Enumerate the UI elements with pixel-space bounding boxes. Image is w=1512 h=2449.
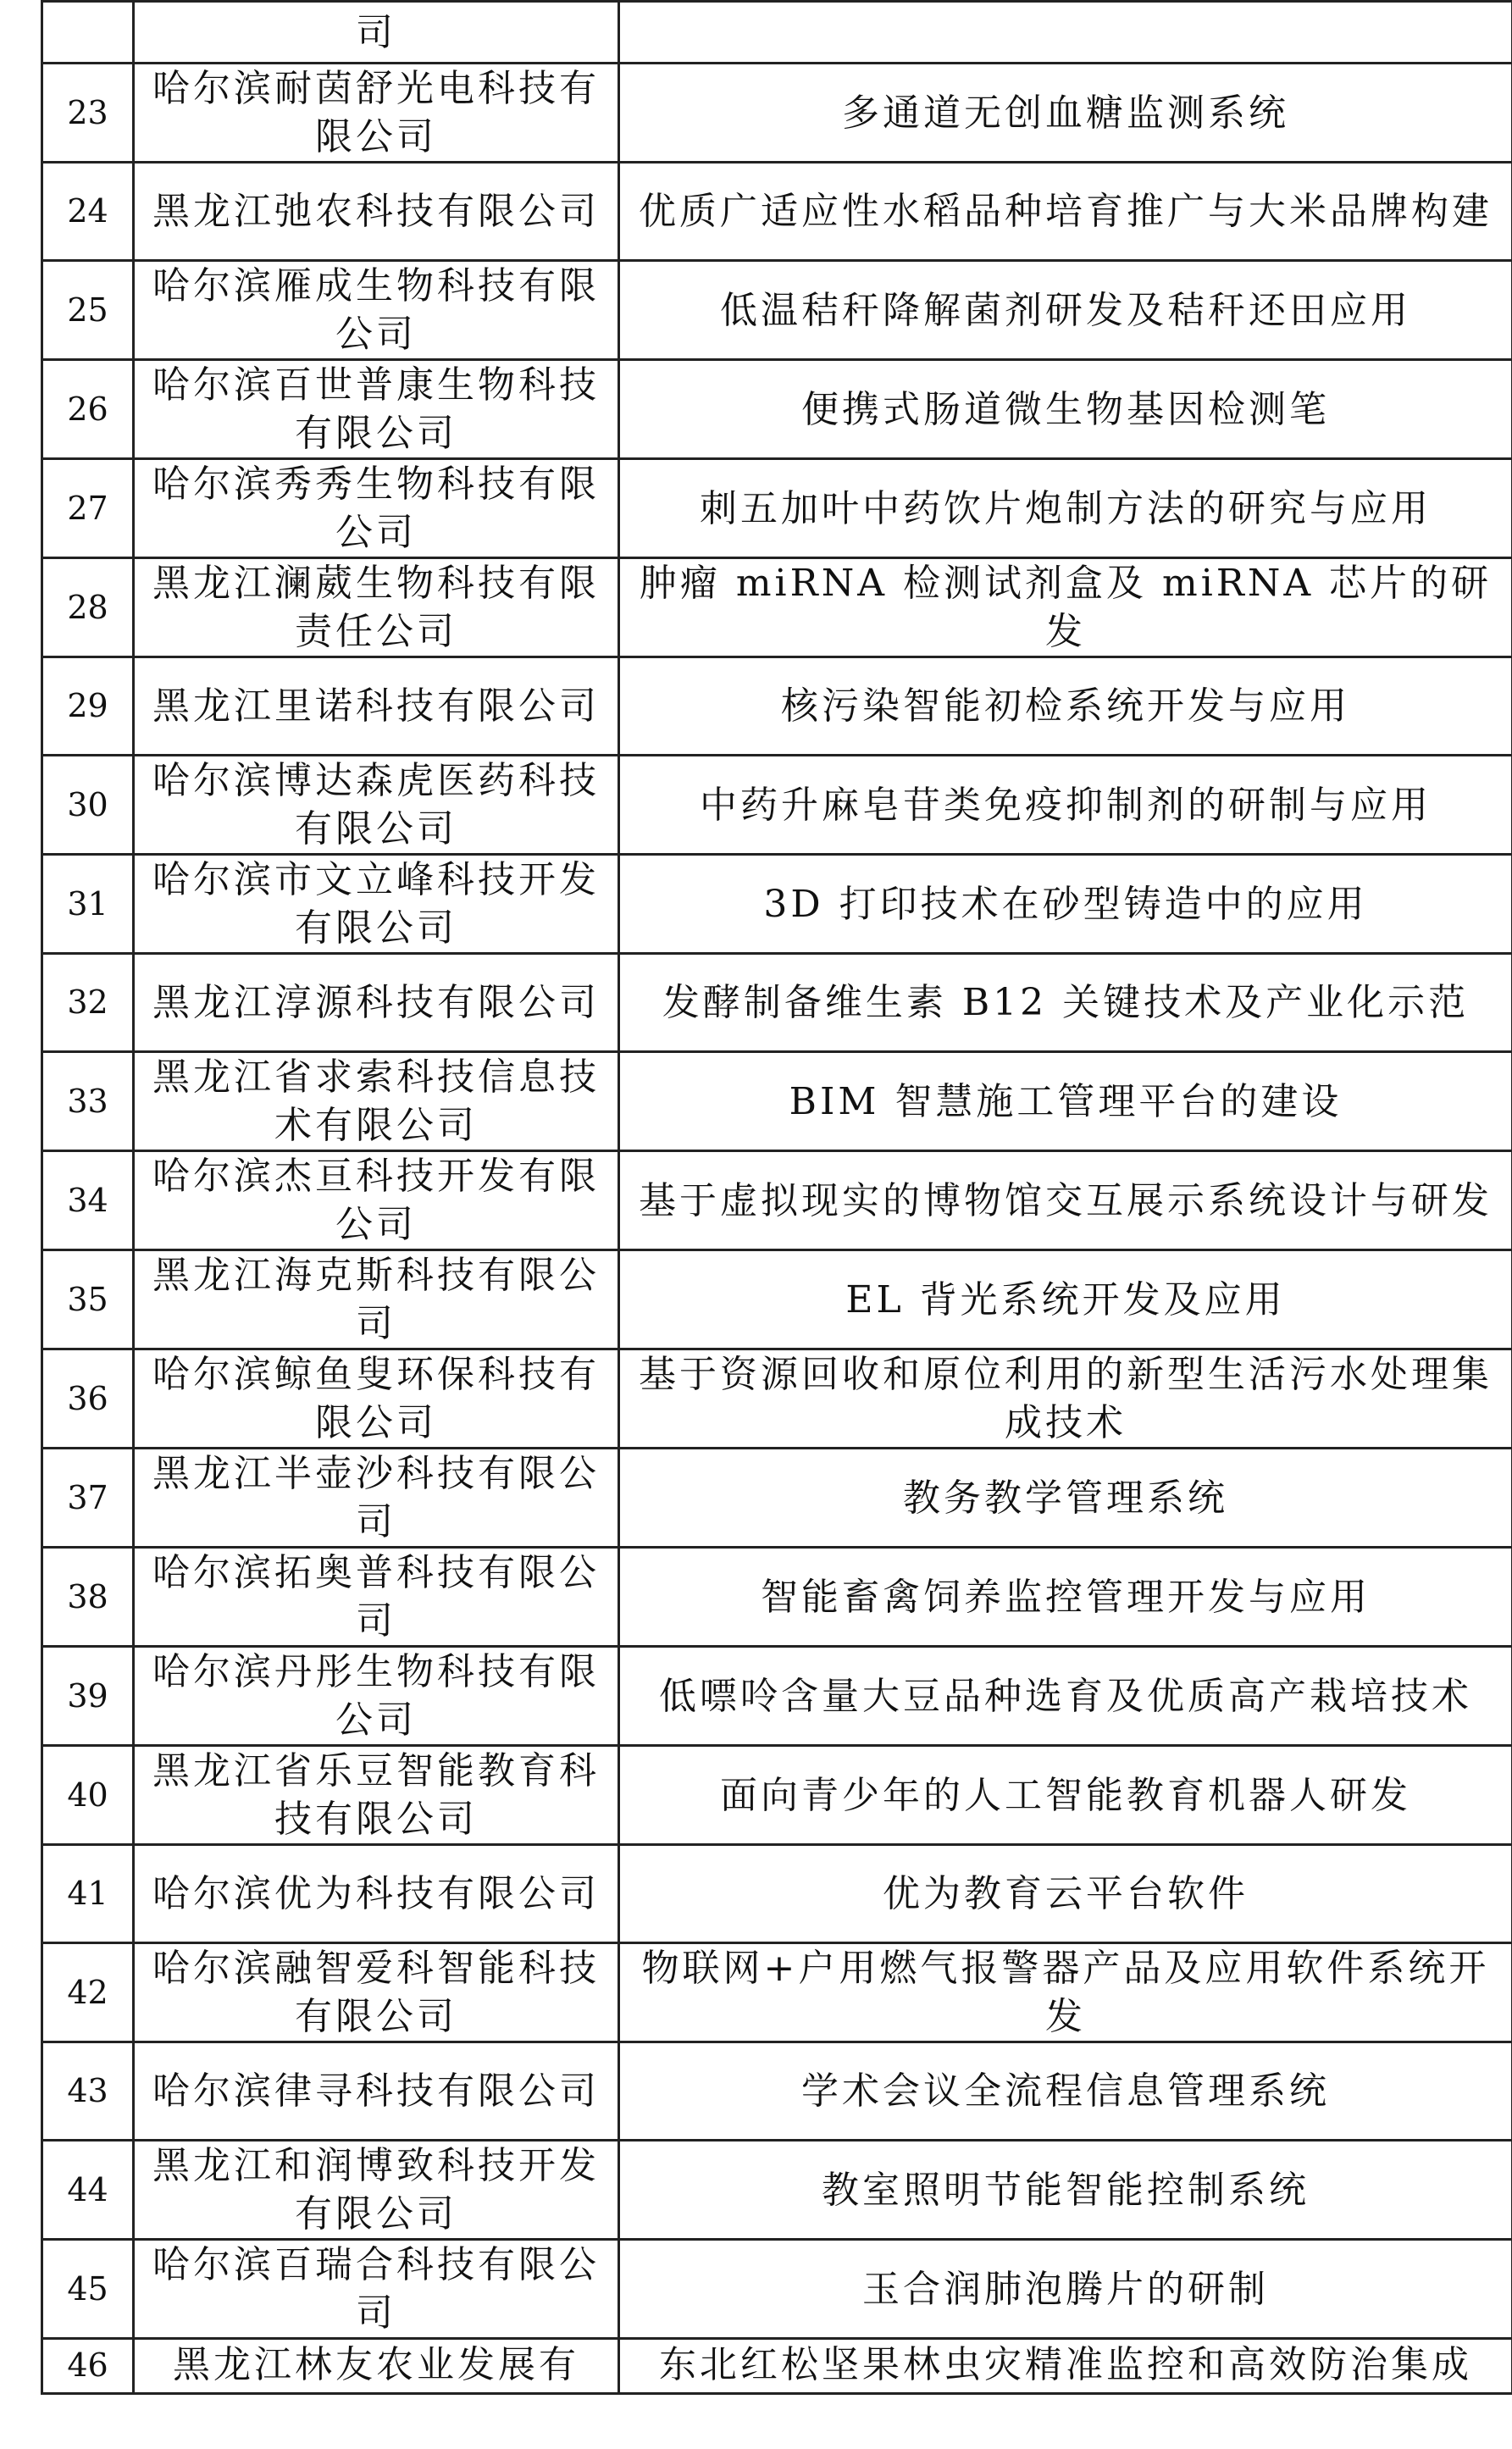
company-name-cell: 哈尔滨丹彤生物科技有限公司 (134, 1647, 619, 1746)
project-name-cell: 基于虚拟现实的博物馆交互展示系统设计与研发 (619, 1151, 1512, 1250)
company-name-cell: 哈尔滨优为科技有限公司 (134, 1845, 619, 1943)
project-list-sheet (41, 0, 1512, 2395)
table-row (42, 1647, 1512, 1746)
row-number-cell: 43 (42, 2042, 134, 2141)
project-name-cell: 3D 打印技术在砂型铸造中的应用 (619, 855, 1512, 954)
table-row (42, 1943, 1512, 2042)
company-name-cell: 哈尔滨律寻科技有限公司 (134, 2042, 619, 2141)
company-name-cell: 哈尔滨秀秀生物科技有限公司 (134, 459, 619, 558)
project-table (41, 0, 1512, 2395)
company-name-cell: 黑龙江林友农业发展有 (134, 2339, 619, 2394)
table-row (42, 64, 1512, 163)
project-name-cell: 发酵制备维生素 B12 关键技术及产业化示范 (619, 954, 1512, 1052)
row-number-cell: 28 (42, 558, 134, 657)
company-name-cell: 哈尔滨杰亘科技开发有限公司 (134, 1151, 619, 1250)
project-name-cell: 基于资源回收和原位利用的新型生活污水处理集成技术 (619, 1349, 1512, 1449)
project-name-cell: 智能畜禽饲养监控管理开发与应用 (619, 1548, 1512, 1647)
project-name-cell: 低嘌呤含量大豆品种选育及优质高产栽培技术 (619, 1647, 1512, 1746)
row-number-cell: 40 (42, 1746, 134, 1845)
row-number-cell: 32 (42, 954, 134, 1052)
company-name-cell: 哈尔滨市文立峰科技开发有限公司 (134, 855, 619, 954)
row-number-cell: 29 (42, 657, 134, 756)
table-row (42, 756, 1512, 855)
company-name-cell: 哈尔滨百瑞合科技有限公司 (134, 2240, 619, 2339)
table-row (42, 1052, 1512, 1151)
project-name-cell: 优为教育云平台软件 (619, 1845, 1512, 1943)
table-row (42, 459, 1512, 558)
row-number-cell: 34 (42, 1151, 134, 1250)
project-name-cell: 学术会议全流程信息管理系统 (619, 2042, 1512, 2141)
project-name-cell: 刺五加叶中药饮片炮制方法的研究与应用 (619, 459, 1512, 558)
table-row (42, 2042, 1512, 2141)
row-number-cell: 45 (42, 2240, 134, 2339)
row-number-cell: 42 (42, 1943, 134, 2042)
table-row (42, 2240, 1512, 2339)
project-name-cell: 核污染智能初检系统开发与应用 (619, 657, 1512, 756)
company-name-cell: 黑龙江海克斯科技有限公司 (134, 1250, 619, 1349)
row-number-cell: 35 (42, 1250, 134, 1349)
company-name-cell: 哈尔滨鲸鱼叟环保科技有限公司 (134, 1349, 619, 1449)
company-name-cell: 哈尔滨百世普康生物科技有限公司 (134, 360, 619, 459)
row-number-cell: 30 (42, 756, 134, 855)
project-name-cell: 教务教学管理系统 (619, 1449, 1512, 1548)
company-name-cell: 哈尔滨融智爱科智能科技有限公司 (134, 1943, 619, 2042)
row-number-cell: 27 (42, 459, 134, 558)
table-row-cut-off (42, 2339, 1512, 2394)
row-number-cell: 38 (42, 1548, 134, 1647)
table-row (42, 1250, 1512, 1349)
project-name-cell: 肿瘤 miRNA 检测试剂盒及 miRNA 芯片的研发 (619, 558, 1512, 657)
project-name-cell: 物联网+户用燃气报警器产品及应用软件系统开发 (619, 1943, 1512, 2042)
row-number-cell: 26 (42, 360, 134, 459)
row-number-cell: 31 (42, 855, 134, 954)
project-name-cell: 东北红松坚果林虫灾精准监控和高效防治集成 (619, 2339, 1512, 2394)
project-name-cell: BIM 智慧施工管理平台的建设 (619, 1052, 1512, 1151)
row-number-cell: 36 (42, 1349, 134, 1449)
row-number-cell: 24 (42, 163, 134, 261)
company-name-cell: 司 (134, 2, 619, 64)
row-number-cell: 39 (42, 1647, 134, 1746)
company-name-cell: 黑龙江省求索科技信息技术有限公司 (134, 1052, 619, 1151)
row-number-cell: 33 (42, 1052, 134, 1151)
table-row (42, 855, 1512, 954)
table-row (42, 657, 1512, 756)
row-number-cell: 37 (42, 1449, 134, 1548)
company-name-cell: 黑龙江省乐豆智能教育科技有限公司 (134, 1746, 619, 1845)
project-name-cell: EL 背光系统开发及应用 (619, 1250, 1512, 1349)
row-number-cell (42, 2, 134, 64)
project-name-cell: 便携式肠道微生物基因检测笔 (619, 360, 1512, 459)
table-row (42, 558, 1512, 657)
table-row (42, 1746, 1512, 1845)
table-row (42, 1548, 1512, 1647)
company-name-cell: 黑龙江澜葳生物科技有限责任公司 (134, 558, 619, 657)
company-name-cell: 黑龙江弛农科技有限公司 (134, 163, 619, 261)
company-name-cell: 哈尔滨拓奥普科技有限公司 (134, 1548, 619, 1647)
company-name-cell: 黑龙江和润博致科技开发有限公司 (134, 2141, 619, 2240)
row-number-cell: 25 (42, 261, 134, 360)
project-name-cell: 优质广适应性水稻品种培育推广与大米品牌构建 (619, 163, 1512, 261)
row-number-cell: 44 (42, 2141, 134, 2240)
table-row-continued (42, 2, 1512, 64)
company-name-cell: 哈尔滨博达森虎医药科技有限公司 (134, 756, 619, 855)
table-row (42, 1151, 1512, 1250)
row-number-cell: 23 (42, 64, 134, 163)
company-name-cell: 黑龙江里诺科技有限公司 (134, 657, 619, 756)
table-row (42, 1845, 1512, 1943)
project-name-cell: 教室照明节能智能控制系统 (619, 2141, 1512, 2240)
project-name-cell: 多通道无创血糖监测系统 (619, 64, 1512, 163)
project-name-cell (619, 2, 1512, 64)
company-name-cell: 黑龙江淳源科技有限公司 (134, 954, 619, 1052)
company-name-cell: 哈尔滨雁成生物科技有限公司 (134, 261, 619, 360)
row-number-cell: 41 (42, 1845, 134, 1943)
project-name-cell: 面向青少年的人工智能教育机器人研发 (619, 1746, 1512, 1845)
table-row (42, 360, 1512, 459)
company-name-cell: 哈尔滨耐茵舒光电科技有限公司 (134, 64, 619, 163)
project-name-cell: 中药升麻皂苷类免疫抑制剂的研制与应用 (619, 756, 1512, 855)
row-number-cell: 46 (42, 2339, 134, 2394)
table-row (42, 163, 1512, 261)
table-row (42, 1449, 1512, 1548)
project-table-body (42, 2, 1512, 2394)
table-row (42, 2141, 1512, 2240)
project-name-cell: 低温秸秆降解菌剂研发及秸秆还田应用 (619, 261, 1512, 360)
table-row (42, 954, 1512, 1052)
table-row (42, 1349, 1512, 1449)
project-name-cell: 玉合润肺泡腾片的研制 (619, 2240, 1512, 2339)
table-row (42, 261, 1512, 360)
company-name-cell: 黑龙江半壶沙科技有限公司 (134, 1449, 619, 1548)
